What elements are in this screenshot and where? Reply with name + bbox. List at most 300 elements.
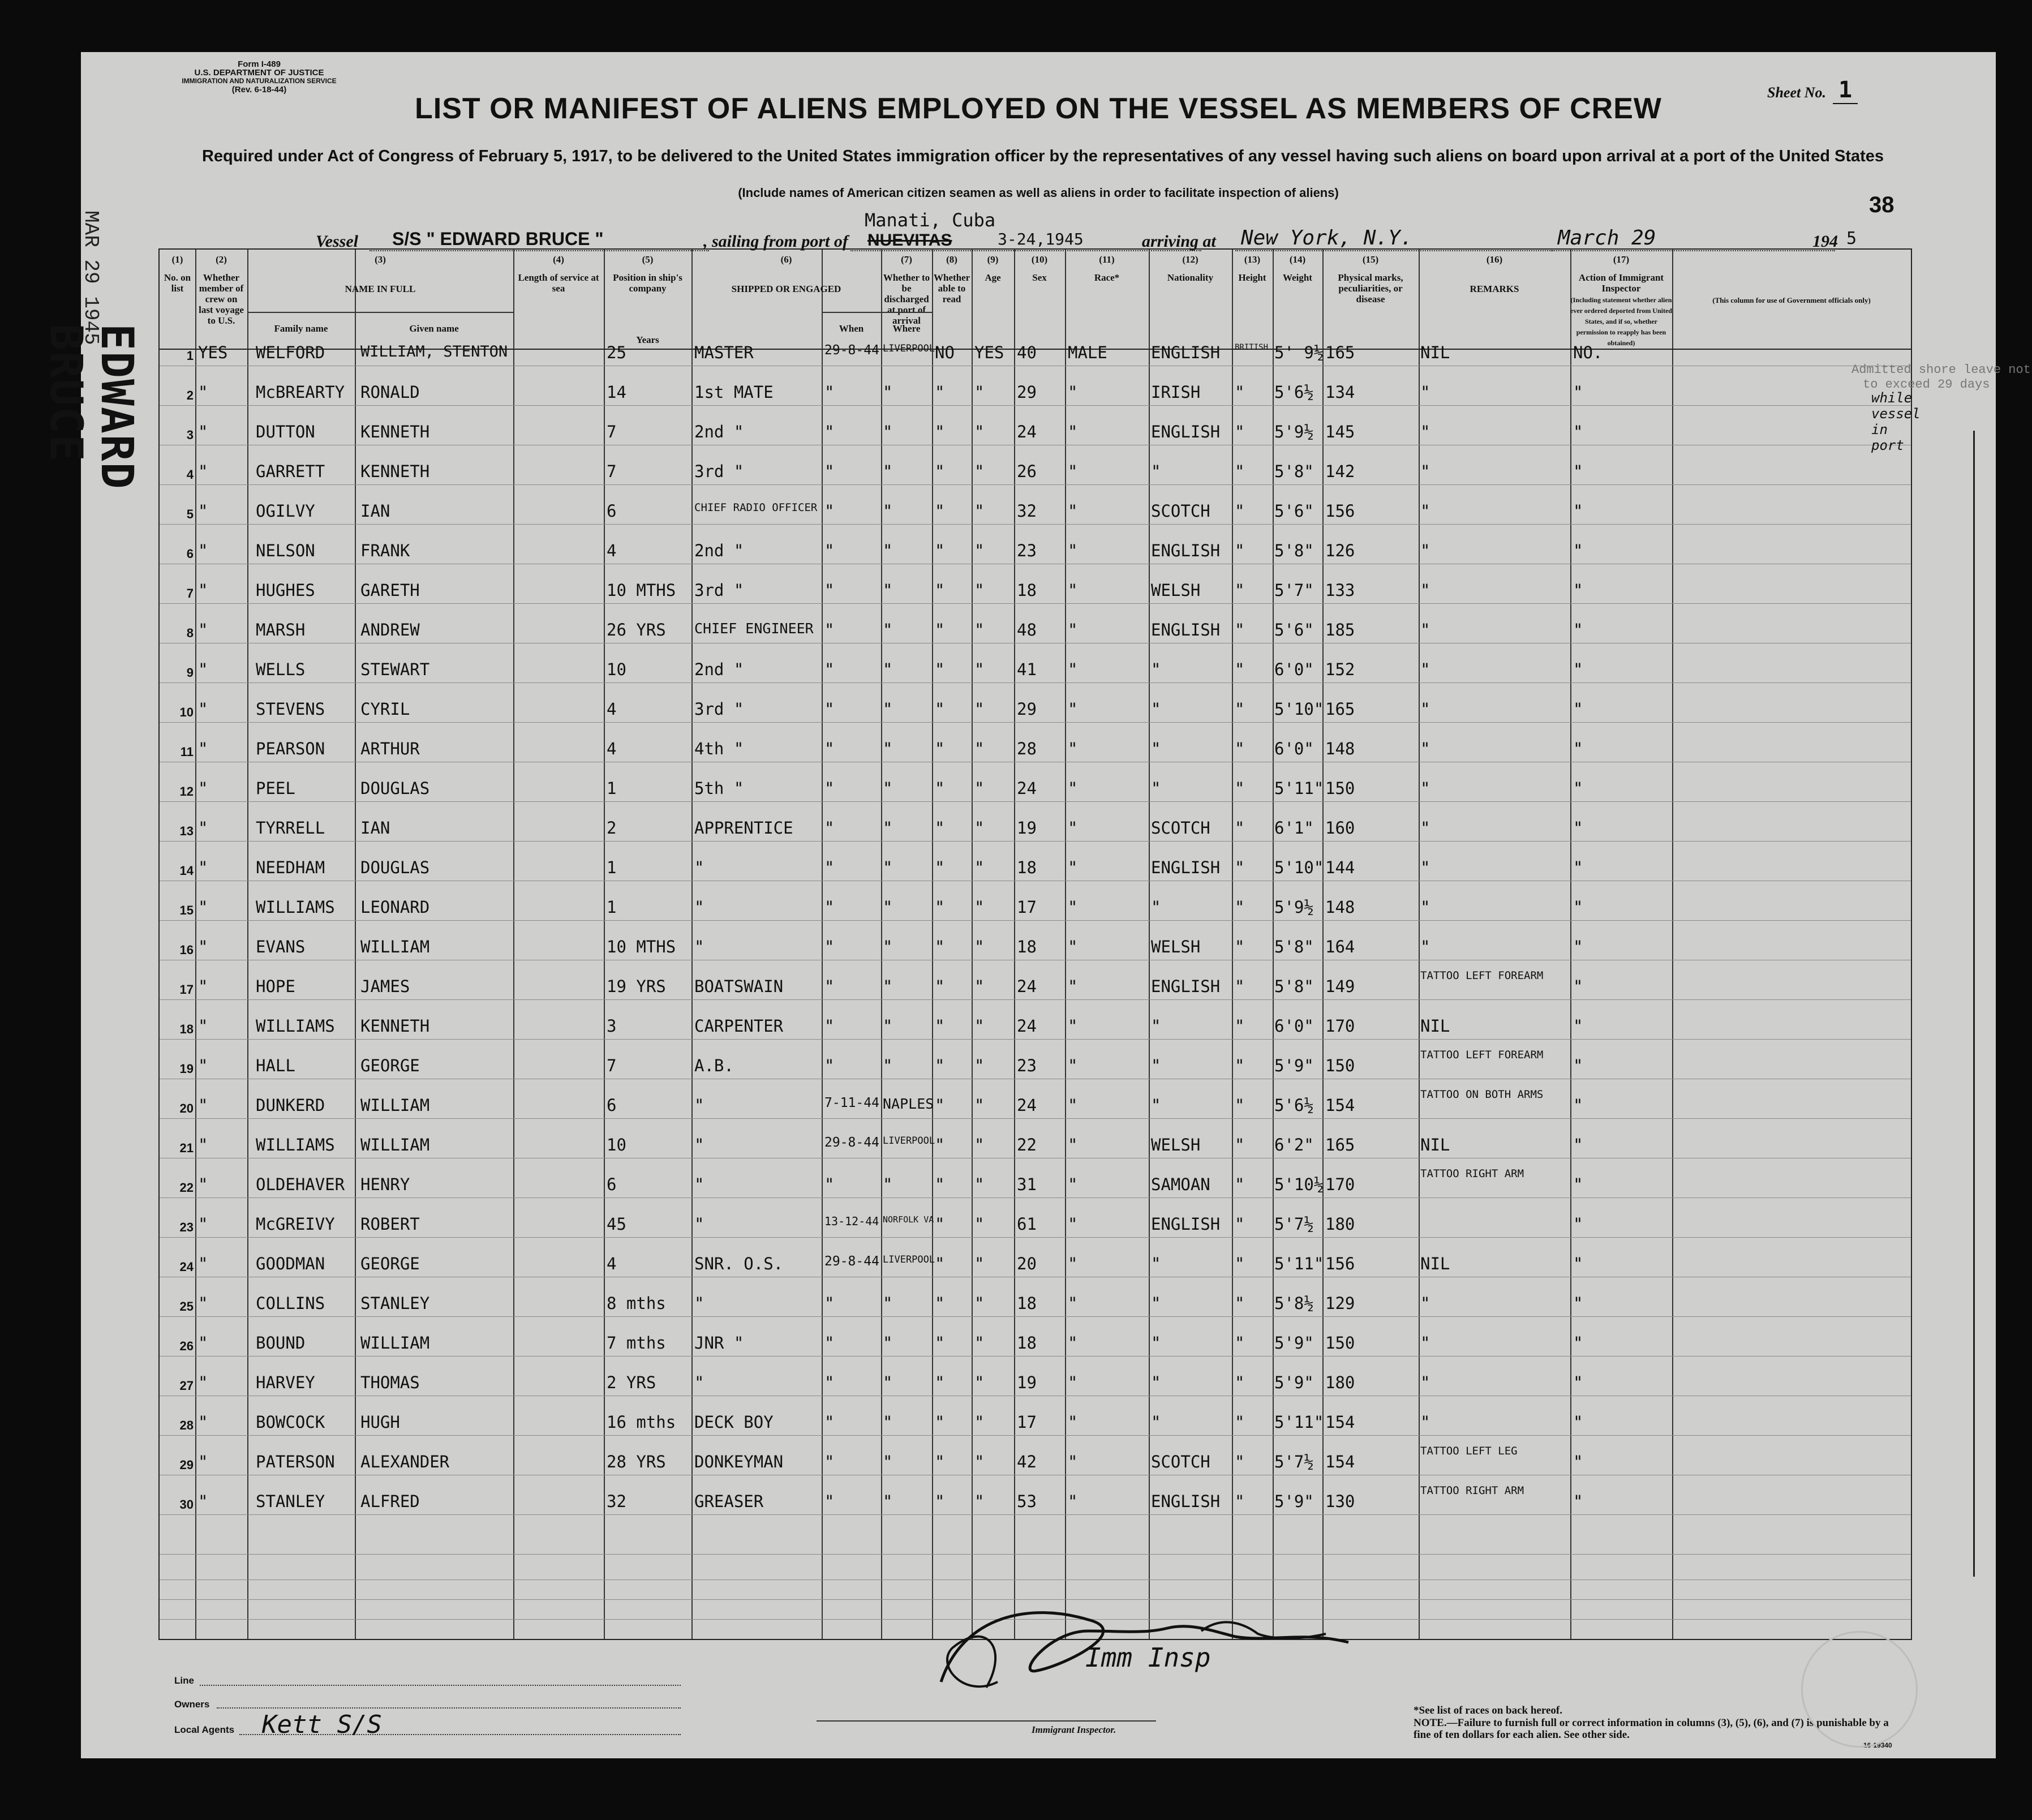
physical-marks: NIL [1420, 1135, 1450, 1154]
form-service: IMMIGRATION AND NATURALIZATION SERVICE [182, 77, 337, 85]
height: 5'10½ [1274, 1175, 1324, 1194]
crew-on-last-voyage: " [198, 1254, 208, 1273]
to-be-discharged: " [935, 422, 945, 441]
weight: 129 [1325, 1294, 1355, 1313]
crew-on-last-voyage: " [198, 898, 208, 917]
race: ENGLISH [1151, 422, 1221, 441]
sex: " [1068, 1056, 1078, 1075]
age: 40 [1017, 343, 1037, 362]
age: 23 [1017, 541, 1037, 560]
given-name: HENRY [360, 1175, 410, 1194]
row-number: 24 [179, 1260, 194, 1274]
row-number: 17 [179, 982, 194, 997]
height: 5'6½ [1274, 383, 1314, 402]
column-header: Height [1238, 272, 1266, 283]
sex: " [1068, 541, 1078, 560]
shipped-when: " [824, 1452, 835, 1471]
family-name: WELLS [256, 660, 306, 679]
weight: 170 [1325, 1175, 1355, 1194]
crew-on-last-voyage: " [198, 858, 208, 877]
nationality: " [1235, 581, 1245, 600]
shipped-where: " [883, 620, 893, 639]
ship-position: 5th " [694, 779, 744, 798]
shipped-when: " [824, 422, 835, 441]
crew-on-last-voyage: " [198, 1294, 208, 1313]
column-number: (1) [171, 254, 183, 265]
age: 23 [1017, 1056, 1037, 1075]
given-name-header: Given name [409, 323, 459, 334]
sex: " [1068, 818, 1078, 838]
to-be-discharged: " [935, 739, 945, 758]
given-name: ANDREW [360, 620, 420, 639]
column-number: (16) [1486, 254, 1503, 265]
height: 5'9½ [1274, 422, 1314, 441]
row-number: 27 [179, 1379, 194, 1393]
nationality: " [1235, 620, 1245, 639]
family-name: BOWCOCK [256, 1413, 325, 1432]
length-of-service: 16 mths [607, 1413, 676, 1432]
remarks: " [1573, 898, 1583, 917]
race: WELSH [1151, 1135, 1201, 1154]
row-number: 22 [179, 1181, 194, 1195]
weight: 148 [1325, 739, 1355, 758]
shipped-where: " [883, 1175, 893, 1194]
nationality: " [1235, 937, 1245, 956]
able-to-read: " [974, 1373, 985, 1392]
weight: 154 [1325, 1096, 1355, 1115]
given-name: KENNETH [360, 462, 430, 481]
age: 22 [1017, 1135, 1037, 1154]
family-name: DUNKERD [256, 1096, 325, 1115]
length-of-service: 4 [607, 541, 617, 560]
form-dept: U.S. DEPARTMENT OF JUSTICE [194, 68, 324, 78]
able-to-read: " [974, 660, 985, 679]
nationality: " [1235, 1492, 1245, 1511]
physical-marks: NIL [1420, 1254, 1450, 1273]
column-number: (11) [1099, 254, 1115, 265]
shipped-when: " [824, 1413, 835, 1432]
height: 5'6" [1274, 501, 1314, 521]
inspector-title: Imm Insp [1085, 1642, 1211, 1673]
race: ENGLISH [1151, 858, 1221, 877]
remarks: " [1573, 1492, 1583, 1511]
length-of-service: 6 [607, 1175, 617, 1194]
given-name: RONALD [360, 383, 420, 402]
given-name: DOUGLAS [360, 858, 430, 877]
remarks: " [1573, 1373, 1583, 1392]
row-number: 19 [179, 1062, 194, 1076]
able-to-read: " [974, 779, 985, 798]
row-divider [160, 1237, 1911, 1238]
family-name: McBREARTY [256, 383, 345, 402]
race: ENGLISH [1151, 1214, 1221, 1234]
ship-position: CARPENTER [694, 1016, 784, 1036]
year-prefix: 194 [1812, 232, 1838, 251]
form-code: 16-19340 [1863, 1741, 1892, 1749]
sex: " [1068, 1254, 1078, 1273]
family-name: STEVENS [256, 699, 325, 719]
crew-on-last-voyage: " [198, 937, 208, 956]
column-header: Whether member of crew on last voyage to U.S. [199, 272, 244, 326]
column-number: (7) [901, 254, 912, 265]
sex: " [1068, 1333, 1078, 1353]
to-be-discharged: " [935, 501, 945, 521]
height: 5'8" [1274, 462, 1314, 481]
height: 5'9" [1274, 1492, 1314, 1511]
crew-on-last-voyage: " [198, 1214, 208, 1234]
race: " [1151, 1373, 1161, 1392]
ship-position: CHIEF ENGINEER [694, 620, 814, 637]
shipped-where: " [883, 660, 893, 679]
shipped-when: 29-8-44 [824, 1135, 879, 1150]
shipped-when: " [824, 462, 835, 481]
able-to-read: " [974, 1413, 985, 1432]
length-of-service: 26 YRS [607, 620, 666, 639]
family-name: HUGHES [256, 581, 315, 600]
remarks: " [1573, 383, 1583, 402]
family-name: WILLIAMS [256, 898, 335, 917]
shipped-where: LIVERPOOL [883, 1254, 935, 1265]
table-column-divider [604, 250, 605, 1639]
age: 17 [1017, 1413, 1037, 1432]
column-header: Position in ship's company [613, 272, 682, 294]
table-column-divider [1149, 250, 1150, 1639]
able-to-read: " [974, 1175, 985, 1194]
ship-position: " [694, 1373, 704, 1392]
weight: 160 [1325, 818, 1355, 838]
able-to-read: " [974, 620, 985, 639]
family-name: GARRETT [256, 462, 325, 481]
weight: 165 [1325, 1135, 1355, 1154]
shipped-when: " [824, 1492, 835, 1511]
year-suffix: 5 [1846, 229, 1857, 248]
row-number: 30 [179, 1497, 194, 1512]
remarks-subheader: (Including statement whether alien ever ordered deported from United States, and if so, whether permission to reapply has been obtained) [1570, 296, 1672, 347]
able-to-read: " [974, 739, 985, 758]
length-of-service: 10 [607, 660, 626, 679]
remarks: " [1573, 1056, 1583, 1075]
able-to-read: " [974, 1294, 985, 1313]
age: 53 [1017, 1492, 1037, 1511]
crew-on-last-voyage: " [198, 462, 208, 481]
age: 42 [1017, 1452, 1037, 1471]
given-name: STANLEY [360, 1294, 430, 1313]
sex: " [1068, 1016, 1078, 1036]
nationality: " [1235, 779, 1245, 798]
shipped-where: " [883, 937, 893, 956]
length-of-service: 25 [607, 343, 626, 362]
able-to-read: " [974, 818, 985, 838]
ship-position: 1st MATE [694, 383, 774, 402]
shipped-where: " [883, 898, 893, 917]
row-number: 26 [179, 1339, 194, 1353]
footer-line-label: Line [174, 1675, 194, 1686]
sex: " [1068, 1096, 1078, 1115]
row-number: 11 [180, 745, 194, 759]
nationality: " [1235, 501, 1245, 521]
length-of-service: 7 [607, 1056, 617, 1075]
able-to-read: " [974, 1096, 985, 1115]
length-of-service: 6 [607, 1096, 617, 1115]
height: 5'7½ [1274, 1452, 1314, 1471]
crew-on-last-voyage: " [198, 1056, 208, 1075]
row-number: 20 [179, 1101, 194, 1115]
shipped-where: " [883, 541, 893, 560]
sex: " [1068, 1175, 1078, 1194]
nationality: " [1235, 1373, 1245, 1392]
ship-position: A.B. [694, 1056, 734, 1075]
shipped-where: NORFOLK VA [883, 1214, 934, 1225]
weight: 180 [1325, 1214, 1355, 1234]
column-number: (3) [375, 254, 386, 265]
family-name: WELFORD [256, 343, 325, 362]
name-subdivider [247, 312, 513, 313]
weight: 134 [1325, 383, 1355, 402]
remarks: " [1573, 1452, 1583, 1471]
row-number: 25 [179, 1299, 194, 1314]
to-be-discharged: " [935, 541, 945, 560]
weight: 150 [1325, 1056, 1355, 1075]
remarks: " [1573, 699, 1583, 719]
to-be-discharged: " [935, 779, 945, 798]
length-of-service: 1 [607, 858, 617, 877]
physical-marks: " [1420, 660, 1430, 679]
family-name: DUTTON [256, 422, 315, 441]
nationality: " [1235, 422, 1245, 441]
row-number: 10 [179, 705, 194, 719]
length-of-service: 6 [607, 501, 617, 521]
given-name: WILLIAM [360, 1135, 430, 1154]
ship-position: " [694, 1294, 704, 1313]
shipped-where: " [883, 1294, 893, 1313]
crew-on-last-voyage: " [198, 977, 208, 996]
ship-position: SNR. O.S. [694, 1254, 784, 1273]
race: " [1151, 1254, 1161, 1273]
given-name: ALEXANDER [360, 1452, 450, 1471]
sex: MALE [1068, 343, 1107, 362]
sex: " [1068, 1492, 1078, 1511]
shipped-when: 13-12-44 [824, 1214, 879, 1228]
shipped-where: " [883, 858, 893, 877]
remarks: " [1573, 937, 1583, 956]
given-name: ALFRED [360, 1492, 420, 1511]
family-name: HARVEY [256, 1373, 315, 1392]
able-to-read: " [974, 1254, 985, 1273]
height: 6'0" [1274, 660, 1314, 679]
weight: 126 [1325, 541, 1355, 560]
sex: " [1068, 660, 1078, 679]
row-divider [160, 524, 1911, 525]
shipped-when: " [824, 1294, 835, 1313]
able-to-read: " [974, 937, 985, 956]
able-to-read: " [974, 1452, 985, 1471]
table-column-divider [822, 250, 823, 1639]
column-number: (9) [987, 254, 999, 265]
to-be-discharged: " [935, 1373, 945, 1392]
shipped-where: " [883, 1373, 893, 1392]
age: 18 [1017, 1294, 1037, 1313]
family-name: OGILVY [256, 501, 315, 521]
crew-on-last-voyage: " [198, 660, 208, 679]
sex: " [1068, 858, 1078, 877]
shipped-where: " [883, 699, 893, 719]
race: " [1151, 462, 1161, 481]
shipped-where: LIVERPOOL [883, 343, 935, 354]
shipped-when: " [824, 1373, 835, 1392]
sex: " [1068, 1413, 1078, 1432]
physical-marks: " [1420, 620, 1430, 639]
physical-marks: TATTOO RIGHT ARM [1420, 1484, 1524, 1497]
age: 18 [1017, 581, 1037, 600]
crew-on-last-voyage: " [198, 422, 208, 441]
port-added: Manati, Cuba [865, 209, 996, 231]
family-name: HOPE [256, 977, 295, 996]
physical-marks: " [1420, 937, 1430, 956]
nationality: " [1235, 462, 1245, 481]
race: ENGLISH [1151, 1492, 1221, 1511]
shipped-when: " [824, 383, 835, 402]
table-column-divider [513, 250, 514, 1639]
margin-name-text: EDWARD BRUCE [40, 324, 142, 490]
family-name: HALL [256, 1056, 295, 1075]
column-number: (14) [1289, 254, 1306, 265]
remarks: " [1573, 1175, 1583, 1194]
column-header: Sex [1032, 272, 1047, 283]
to-be-discharged: " [935, 1294, 945, 1313]
shipped-where: " [883, 1452, 893, 1471]
sex: " [1068, 1214, 1078, 1234]
column-header: Age [985, 272, 1001, 283]
age: 26 [1017, 462, 1037, 481]
length-of-service: 2 YRS [607, 1373, 656, 1392]
nationality: " [1235, 858, 1245, 877]
vessel-label: Vessel [316, 232, 358, 251]
ship-position: APPRENTICE [694, 818, 793, 838]
ship-position: " [694, 1096, 704, 1115]
physical-marks: " [1420, 858, 1430, 877]
age: 24 [1017, 1016, 1037, 1036]
physical-marks: " [1420, 818, 1430, 838]
height: 5'7½ [1274, 1214, 1314, 1234]
sex: " [1068, 1135, 1078, 1154]
weight: 164 [1325, 937, 1355, 956]
table-column-divider [691, 250, 693, 1639]
to-be-discharged: " [935, 1096, 945, 1115]
row-number: 6 [186, 547, 194, 561]
family-name: PEARSON [256, 739, 325, 758]
page-subnote: (Include names of American citizen seamen as well as aliens in order to facilitate inspection of aliens) [738, 186, 1339, 200]
vessel-value: S/S " EDWARD BRUCE " [392, 229, 604, 249]
shipped-where: " [883, 1056, 893, 1075]
weight: 154 [1325, 1452, 1355, 1471]
able-to-read: " [974, 383, 985, 402]
sex: " [1068, 422, 1078, 441]
height: 5'8" [1274, 937, 1314, 956]
physical-marks: TATTOO RIGHT ARM [1420, 1167, 1524, 1180]
footer-agents-label: Local Agents [174, 1724, 235, 1735]
length-of-service: 7 [607, 462, 617, 481]
ship-position: " [694, 937, 704, 956]
row-divider [160, 603, 1911, 604]
nationality: " [1235, 1056, 1245, 1075]
shipped-subdivider [822, 312, 932, 313]
weight: 150 [1325, 1333, 1355, 1353]
remarks: " [1573, 501, 1583, 521]
nationality: " [1235, 1413, 1245, 1432]
age: 18 [1017, 1333, 1037, 1353]
family-name: PATERSON [256, 1452, 335, 1471]
crew-on-last-voyage: " [198, 739, 208, 758]
row-number: 18 [179, 1022, 194, 1036]
shipped-where: LIVERPOOL [883, 1135, 935, 1147]
physical-marks: " [1420, 1333, 1430, 1353]
footer-owners-label: Owners [174, 1699, 210, 1710]
race: " [1151, 1096, 1161, 1115]
crew-on-last-voyage: " [198, 1135, 208, 1154]
physical-marks: TATTOO LEFT FOREARM [1420, 1049, 1544, 1061]
row-divider [160, 1514, 1911, 1515]
nationality: " [1235, 383, 1245, 402]
shipped-where: " [883, 383, 893, 402]
nationality: BRITISH [1235, 343, 1269, 352]
length-of-service: 1 [607, 898, 617, 917]
family-name: WILLIAMS [256, 1135, 335, 1154]
given-name: WILLIAM [360, 937, 430, 956]
to-be-discharged: " [935, 581, 945, 600]
ship-position: " [694, 858, 704, 877]
height: 5'6½ [1274, 1096, 1314, 1115]
column-header: Whether able to read [934, 272, 970, 304]
inspector-label: Immigrant Inspector. [1032, 1724, 1116, 1735]
length-of-service: 14 [607, 383, 626, 402]
row-divider [160, 841, 1911, 842]
family-name: PEEL [256, 779, 295, 798]
given-name: KENNETH [360, 1016, 430, 1036]
age: 24 [1017, 977, 1037, 996]
admitted-handwritten-note: while vessel in port [1871, 390, 1921, 453]
age: 41 [1017, 660, 1037, 679]
remarks: " [1573, 1333, 1583, 1353]
arriving-label: arriving at [1142, 232, 1216, 251]
row-divider [160, 1316, 1911, 1317]
able-to-read: " [974, 1016, 985, 1036]
age: 18 [1017, 858, 1037, 877]
able-to-read: " [974, 462, 985, 481]
weight: 180 [1325, 1373, 1355, 1392]
crew-on-last-voyage: " [198, 1413, 208, 1432]
shipped-when: 29-8-44 [824, 1254, 879, 1269]
row-divider [160, 1118, 1911, 1119]
column-header: Action of Immigrant Inspector [1578, 272, 1664, 294]
physical-marks: NIL [1420, 1016, 1450, 1036]
length-of-service: 4 [607, 699, 617, 719]
shipped-where: " [883, 1333, 893, 1353]
ship-position: 4th " [694, 739, 744, 758]
remarks: " [1573, 1016, 1583, 1036]
age: 28 [1017, 739, 1037, 758]
given-name: IAN [360, 501, 390, 521]
family-name: NEEDHAM [256, 858, 325, 877]
footnote-races: *See list of races on back hereof. [1414, 1705, 1562, 1716]
weight: 149 [1325, 977, 1355, 996]
race: IRISH [1151, 383, 1201, 402]
crew-on-last-voyage: " [198, 1016, 208, 1036]
ship-position: MASTER [694, 343, 754, 362]
age: 19 [1017, 818, 1037, 838]
sex: " [1068, 501, 1078, 521]
length-of-service: 10 [607, 1135, 626, 1154]
given-name: IAN [360, 818, 390, 838]
